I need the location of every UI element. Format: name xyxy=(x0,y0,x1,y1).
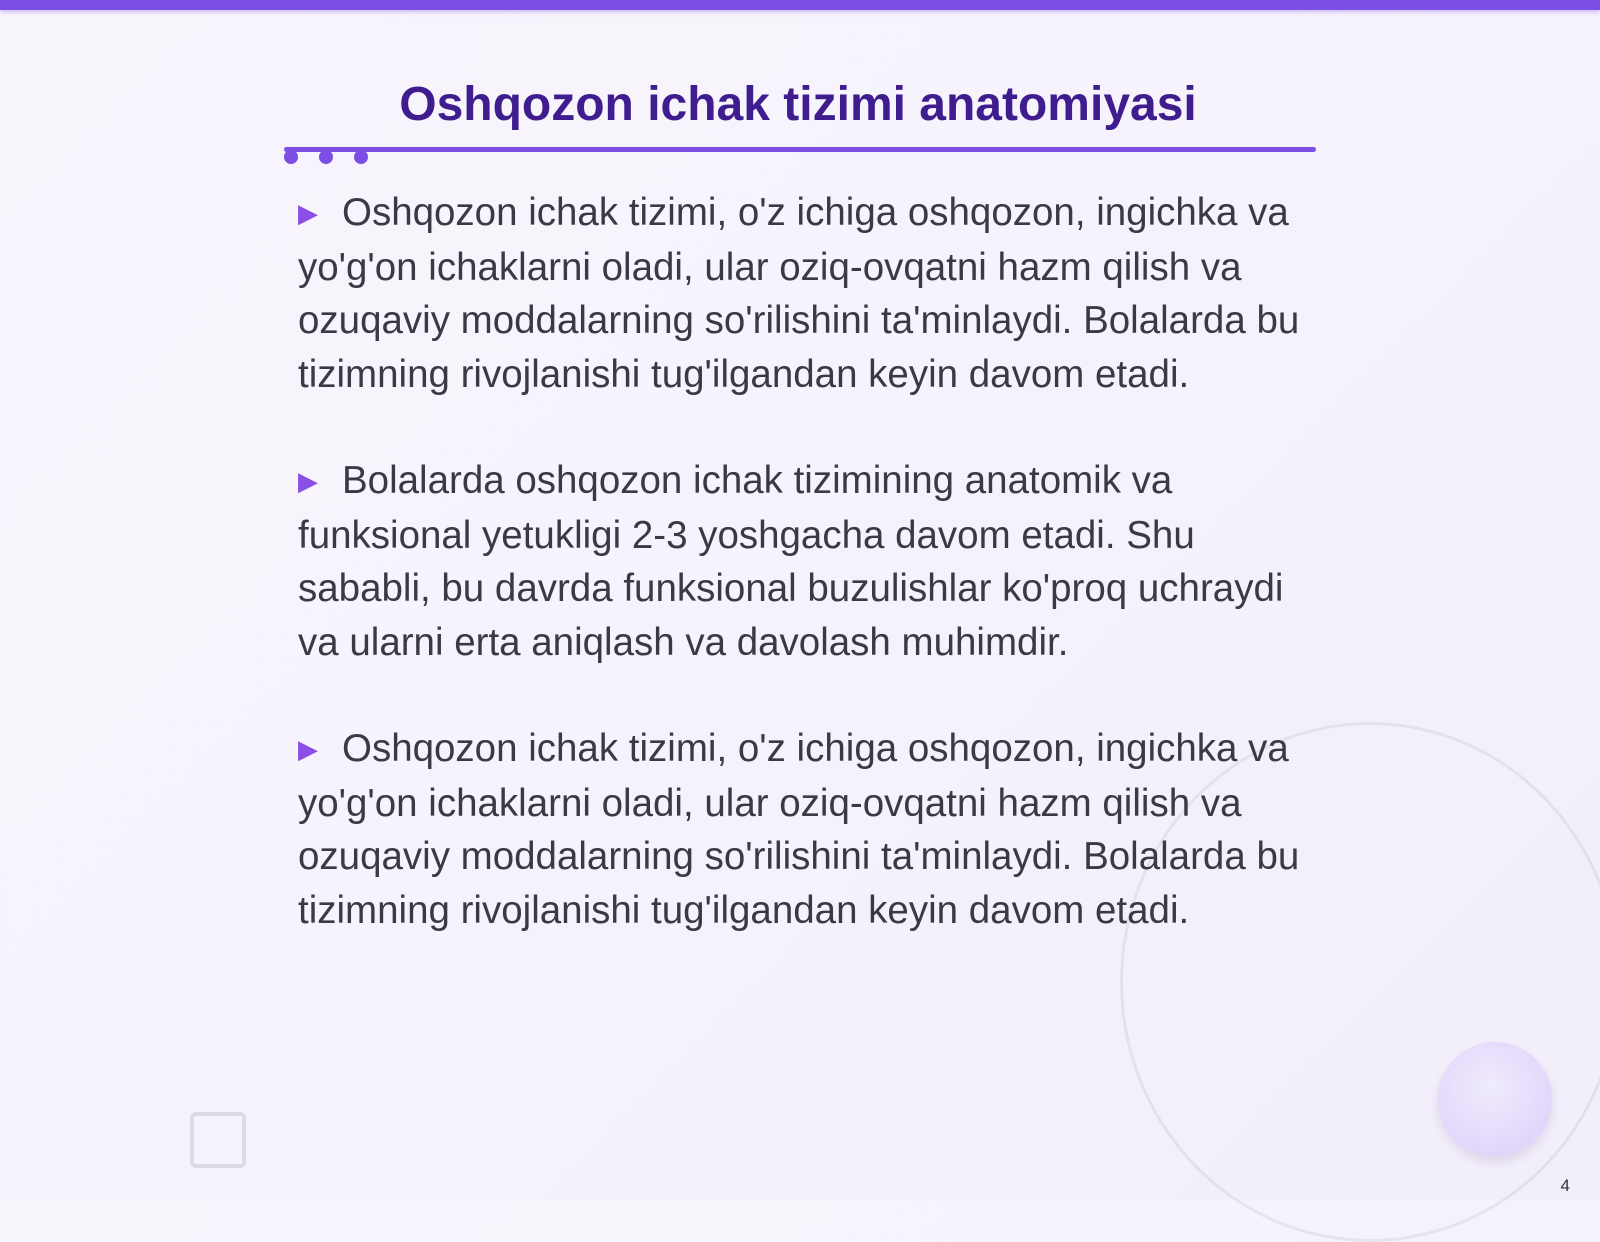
decorative-square xyxy=(190,1112,246,1168)
bullet-paragraph xyxy=(298,454,1308,669)
bullet-paragraph xyxy=(298,722,1308,937)
underline-dot xyxy=(354,150,368,164)
underline-dot xyxy=(319,150,333,164)
paragraph-text: Bolalarda oshqozon ichak tizimining anatomik va funksional yetukligi 2-3 yoshgacha davom etadi. Shu sababli, bu davrda funksional buzulishlar ko'proq uchraydi va ularni erta aniqlash va davolash muhimdir. xyxy=(298,459,1284,664)
top-accent-bar xyxy=(0,0,1600,10)
bullet-paragraph xyxy=(298,186,1308,401)
paragraph-text: Oshqozon ichak tizimi, o'z ichiga oshqozon, ingichka va yo'g'on ichaklarni oladi, ular oziq-ovqatni hazm qilish va ozuqaviy moddalarning so'rilishini ta'minlaydi. Bolalarda bu tizimning rivojlanishi tug'ilgandan keyin davom etadi. xyxy=(298,727,1300,932)
paragraph-text: Oshqozon ichak tizimi, o'z ichiga oshqozon, ingichka va yo'g'on ichaklarni oladi, ular oziq-ovqatni hazm qilish va ozuqaviy moddalarning so'rilishini ta'minlaydi. Bolalarda bu tizimning rivojlanishi tug'ilgandan keyin davom etadi. xyxy=(298,191,1300,396)
slide-title: Oshqozon ichak tizimi anatomiyasi xyxy=(399,78,1197,131)
underline-dot xyxy=(284,150,298,164)
page-number: 4 xyxy=(1560,1176,1570,1195)
bullet-arrow-icon: ▶ xyxy=(298,198,318,228)
title-underline xyxy=(284,147,1316,152)
bullet-arrow-icon: ▶ xyxy=(298,466,318,496)
decorative-circle xyxy=(1438,1042,1552,1156)
bullet-arrow-icon: ▶ xyxy=(298,734,318,764)
slide-body xyxy=(298,186,1308,937)
